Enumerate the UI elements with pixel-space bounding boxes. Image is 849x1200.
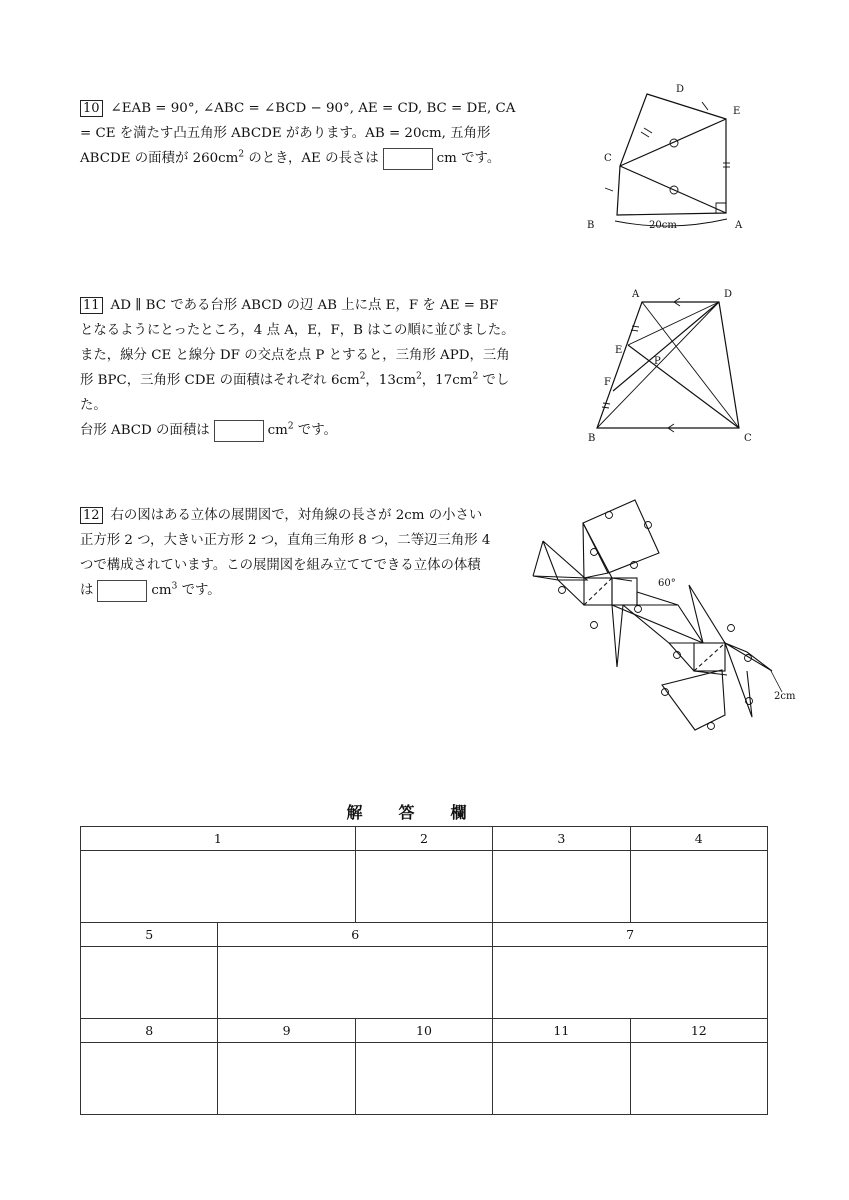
vertex-label: E [733,106,741,117]
answer-header-cell: 5 [81,923,218,947]
answer-blank [214,420,264,442]
problem-number: 12 [80,507,103,524]
answer-box[interactable] [81,947,218,1019]
problem-text-line: は [80,583,94,598]
answer-header-cell: 1 [81,827,356,851]
answer-blank [97,580,147,602]
vertex-label: B [587,220,595,231]
answer-header-row [81,923,768,947]
answer-box-row [81,1043,768,1115]
figure-12-net [527,495,827,760]
problem-number: 11 [80,297,103,314]
problem-text-line: ABCDE の面積が 260cm [80,151,239,166]
problem-text-line: のとき，AE の長さは [248,151,379,166]
figure-11-trapezoid [582,282,762,447]
superscript: 2 [472,371,479,382]
problem-text-line: 右の図はある立体の展開図で，対角線の長さが 2cm の小さい [110,508,483,523]
answer-header-row [81,827,768,851]
vertex-label: C [744,433,752,444]
answer-box[interactable] [493,851,630,923]
answer-box[interactable] [493,1043,630,1115]
angle-label: 60° [658,578,676,589]
problem-text-line: 正方形 2 つ，大きい正方形 2 つ，直角三角形 8 つ，二等辺三角形 4 [80,533,491,548]
vertex-label: D [724,289,733,300]
answer-section-title: 解答欄 [346,803,503,822]
problem-text-line: 台形 ABCD の面積は [80,423,210,438]
problem-text-line: つで構成されています。この展開図を組み立ててできる立体の体積 [80,558,481,573]
answer-box[interactable] [81,851,356,923]
problem-text-line: cm です。 [436,151,501,166]
vertex-label: F [604,377,611,388]
vertex-label: P [654,356,661,367]
problem-number: 10 [80,100,103,117]
problem-text-line: 形 BPC，三角形 CDE の面積はそれぞれ 6cm [80,373,360,388]
answer-header-cell: 12 [630,1019,767,1043]
vertex-label: C [604,153,612,164]
vertex-label: E [615,345,623,356]
superscript: 2 [359,371,366,382]
answer-header-row [81,1019,768,1043]
problem-text-line: となるようにとったところ，4 点 A，E，F，B はこの順に並びました。 [80,323,515,338]
answer-header-cell: 8 [81,1019,218,1043]
answer-box[interactable] [630,851,767,923]
vertex-label: A [735,220,743,231]
answer-header-cell: 11 [493,1019,630,1043]
answer-table [80,826,768,1115]
superscript: 3 [171,581,178,592]
answer-box-row [81,947,768,1019]
problem-text-line: = CE を満たす凸五角形 ABCDE があります。AB = 20cm, 五角形 [80,126,491,141]
problem-12 [80,503,530,603]
answer-header-cell: 2 [355,827,492,851]
answer-box[interactable] [218,947,493,1019]
problem-text-line: ∠EAB = 90°, ∠ABC = ∠BCD − 90°, AE = CD, BC = DE, CA [110,101,516,116]
problem-text-line: cm [151,583,172,598]
superscript: 2 [238,149,245,160]
problem-text-line: ，17cm [421,373,473,388]
vertex-label: A [632,289,640,300]
problem-text-line: です。 [177,583,221,598]
answer-header-cell: 7 [493,923,768,947]
answer-header-cell: 4 [630,827,767,851]
superscript: 2 [287,421,294,432]
problem-text-line: cm [267,423,288,438]
problem-text-line: AD ∥ BC である台形 ABCD の辺 AB 上に点 E，F を AE = BF [110,298,499,313]
vertex-label: B [588,433,596,444]
figure-10-pentagon [575,80,765,240]
answer-box[interactable] [218,1043,355,1115]
problem-10 [80,96,530,171]
length-label: 2cm [774,691,796,702]
answer-box[interactable] [630,1043,767,1115]
superscript: 2 [416,371,422,382]
vertex-label: D [676,84,685,95]
answer-box[interactable] [493,947,768,1019]
problem-text-line: でした。 [80,373,510,413]
answer-box[interactable] [81,1043,218,1115]
problem-text-line: ，13cm [365,373,417,388]
answer-box[interactable] [355,1043,492,1115]
answer-box-row [81,851,768,923]
answer-header-cell: 9 [218,1019,355,1043]
answer-header-cell: 3 [493,827,630,851]
problem-text-line: また，線分 CE と線分 DF の交点を点 P とすると，三角形 APD，三角 [80,348,510,363]
length-label: 20cm [649,220,677,231]
problem-11 [80,293,530,443]
answer-blank [383,148,433,170]
answer-box[interactable] [355,851,492,923]
answer-header-cell: 6 [218,923,493,947]
problem-text-line: です。 [293,423,337,438]
answer-header-cell: 10 [355,1019,492,1043]
